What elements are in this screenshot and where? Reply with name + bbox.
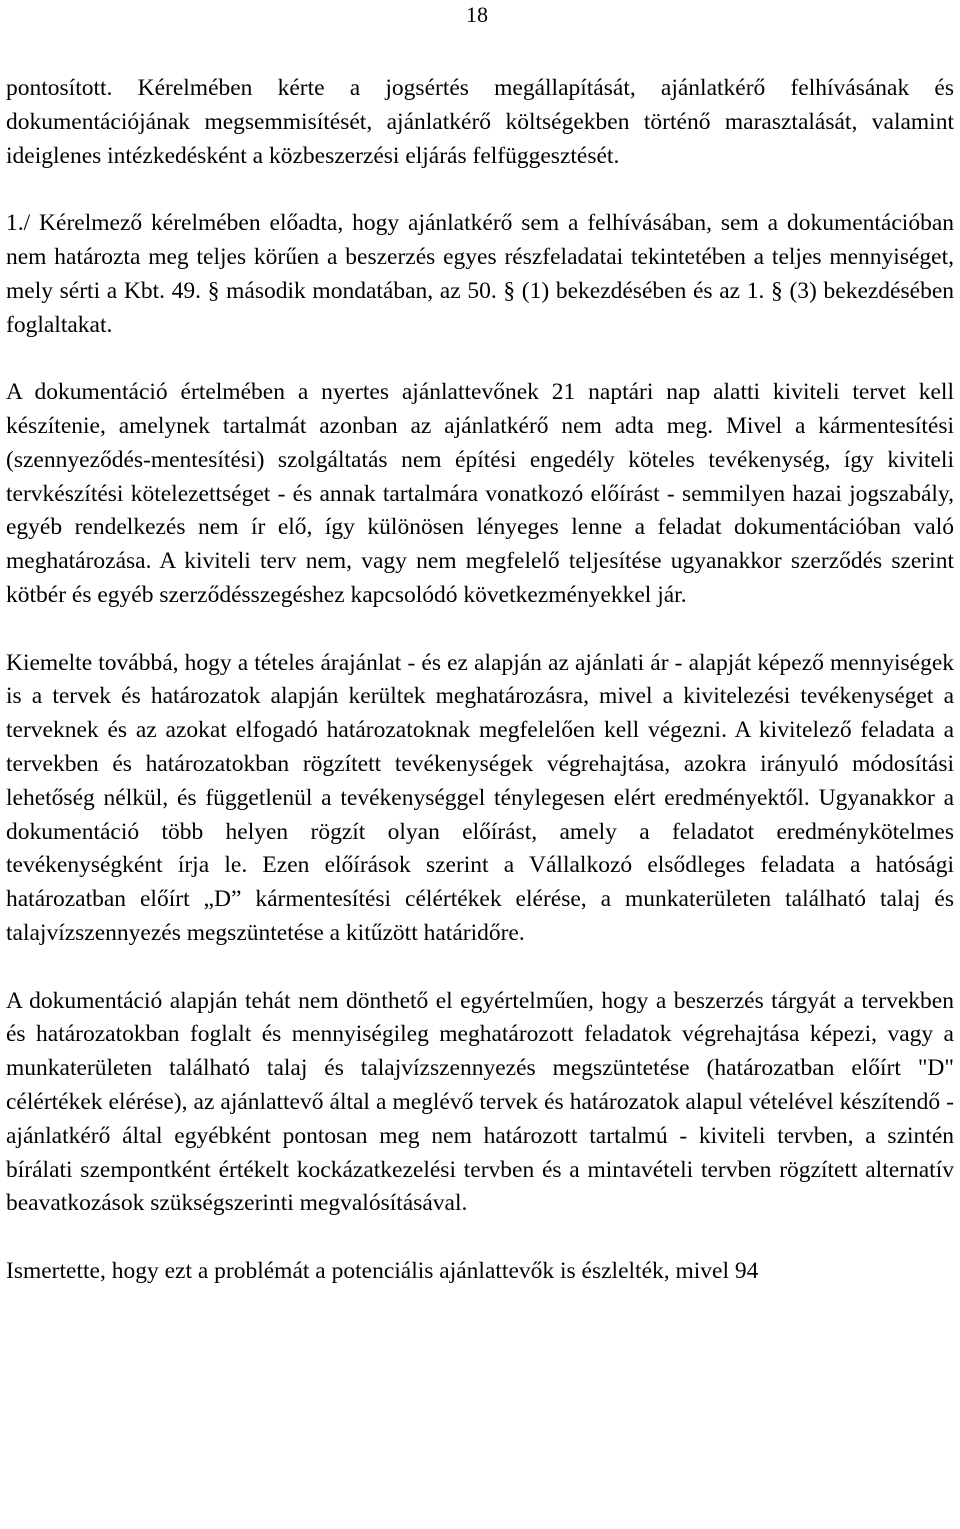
paragraph: pontosított. Kérelmében kérte a jogsértés megállapítását, ajánlatkérő felhívásának és dokumentációjának megsemmisítését, ajánlatkérő költségekben történő marasztalását, valamint ideiglenes intézkedésként a közbeszerzési eljárás felfüggesztését.	[6, 75, 954, 169]
paragraph: A dokumentáció alapján tehát nem dönthető el egyértelműen, hogy a beszerzés tárgyát a tervekben és határozatokban foglalt és mennyiségileg meghatározott feladatok végrehajtása képezi, vagy a munkaterületen található talaj és talajvízszennyezés megszüntetése (határozatban előírt "D" célértékek elérése), az ajánlattevő által a meglévő tervek és határozatok alapul vételével készítendő - ajánlatkérő által egyébként pontosan meg nem határozott tartalmú - kiviteli tervben, a szintén bírálati szempontként értékelt kockázatkezelési tervben és a mintavételi tervben rögzített alternatív beavatkozások szükségszerinti megvalósításával.	[6, 987, 954, 1217]
paragraph: Kiemelte továbbá, hogy a tételes árajánlat - és ez alapján az ajánlati ár - alapját képező mennyiségek is a tervek és határozatok alapján kerültek meghatározásra, mivel a kivitelezési tevékenységet a terveknek és az azokat elfogadó határozatoknak megfelelően kell végezni. A kivitelező feladata a tervekben és határozatokban rögzített tevékenységek végrehajtása, azokra irányuló módosítási lehetőség nélkül, és függetlenül a tevékenységgel ténylegesen elért eredményektől. Ugyanakkor a dokumentáció több helyen rögzít olyan előírást, amely a feladatot eredménykötelmes tevékenységként írja le. Ezen előírások szerint a Vállalkozó elsődleges feladata a hatósági határozatban előírt „D” kármentesítési célértékek elérése, a munkaterületen található talaj és talajvízszennyezés megszüntetése a kitűzött határidőre.	[6, 649, 954, 946]
paragraph: A dokumentáció értelmében a nyertes ajánlattevőnek 21 naptári nap alatti kiviteli tervet kell készítenie, amelynek tartalmát azonban az ajánlatkérő nem adta meg. Mivel a kármentesítési (szennyeződés-mentesítési) szolgáltatás nem építési engedély köteles tevékenység, így kiviteli tervkészítési kötelezettséget - és annak tartalmára vonatkozó előírást - semmilyen hazai jogszabály, egyéb rendelkezés nem ír elő, így különösen lényeges lenne a feladat dokumentációban való meghatározása. A kiviteli terv nem, vagy nem megfelelő teljesítése ugyanakkor szerződés szerint kötbér és egyéb szerződésszegéshez kapcsolódó következményekkel jár.	[6, 379, 954, 608]
document-body	[6, 72, 954, 1289]
page-number: 18	[466, 2, 488, 27]
paragraph: Ismertette, hogy ezt a problémát a potenciális ajánlattevők is észlelték, mivel 94	[6, 1257, 759, 1284]
paragraph: 1./ Kérelmező kérelmében előadta, hogy ajánlatkérő sem a felhívásában, sem a dokumentációban nem határozta meg teljes körűen a beszerzés egyes részfeladatai tekintetében a teljes mennyiséget, mely sérti a Kbt. 49. § második mondatában, az 50. § (1) bekezdésében és az 1. § (3) bekezdésében foglaltakat.	[6, 210, 954, 338]
